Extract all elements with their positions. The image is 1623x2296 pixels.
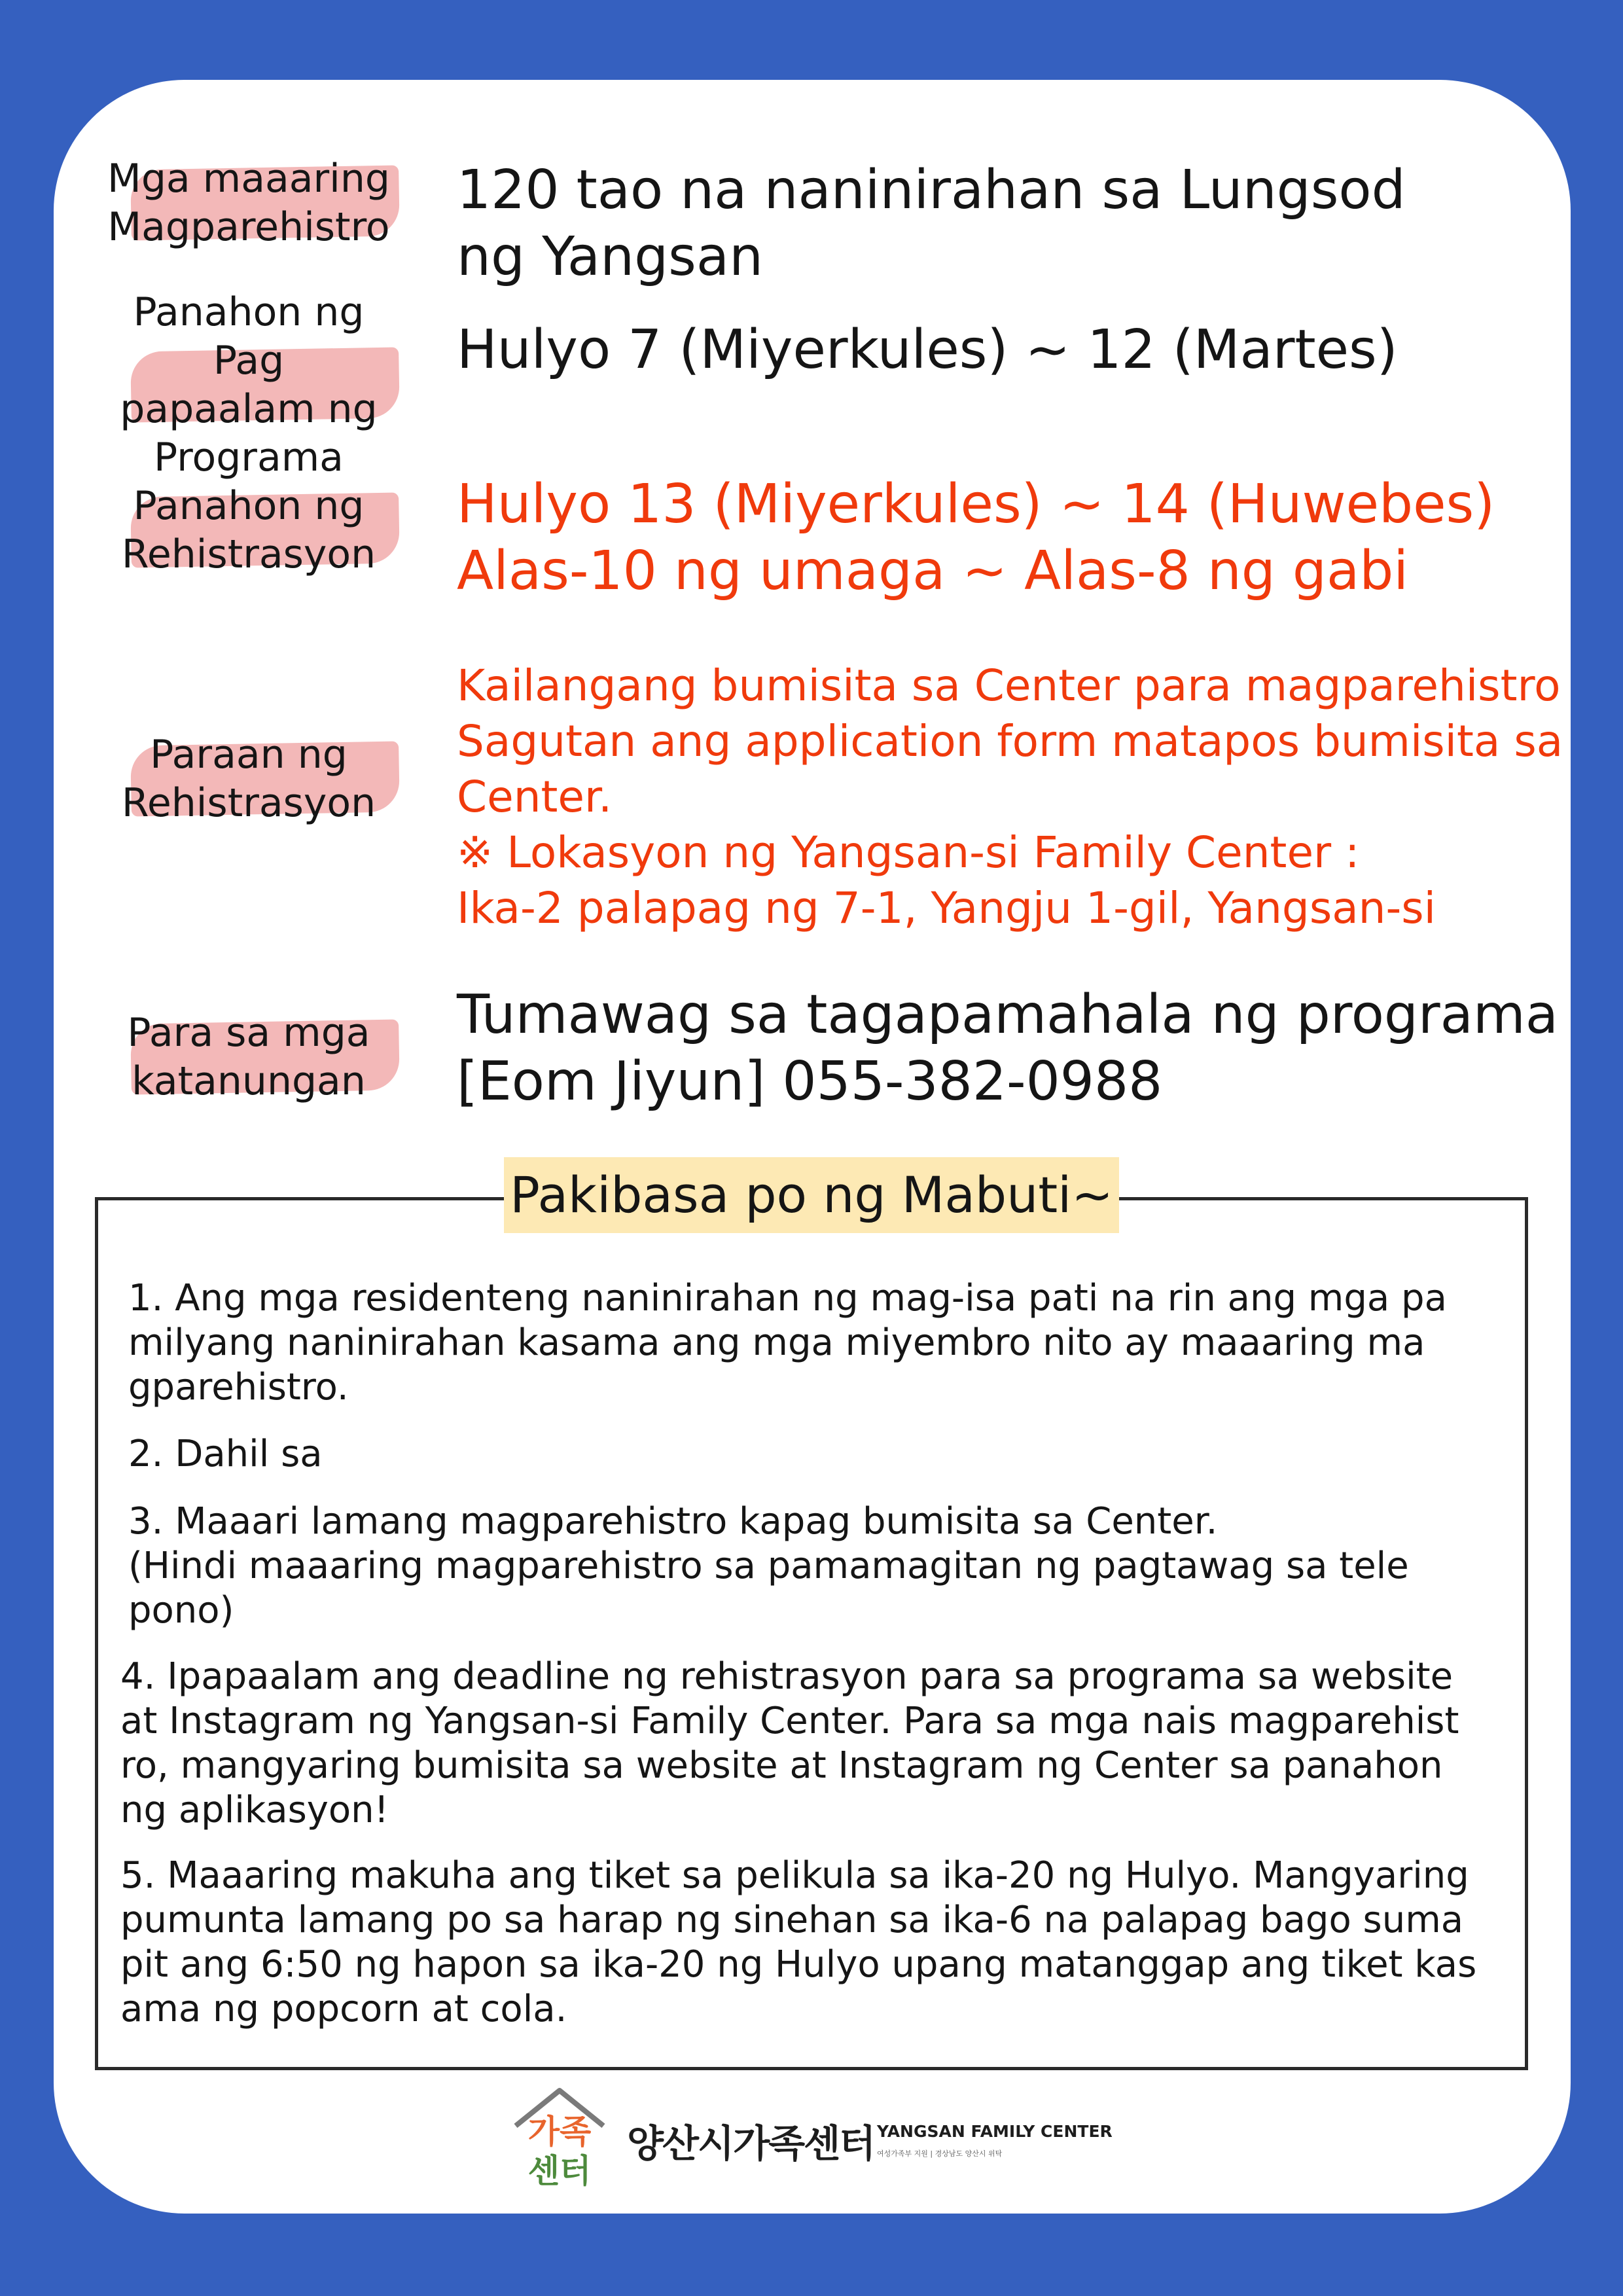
notice-item-4: 4. Ipapaalam ang deadline ng rehistrasyon para sa programa sa website at Instagram ng Yangsan-si Family Center. Para sa mga nais magparehist ro, mangyaring bumisita sa website at Instagram ng Center sa panahon ng aplikasyon! xyxy=(120,1655,1459,1831)
house-logo-icon xyxy=(510,2085,609,2190)
notice-item-2: 2. Dahil sa xyxy=(128,1433,323,1475)
footer-logo xyxy=(510,2085,1139,2190)
label-eligible xyxy=(98,154,399,251)
label-text: Panahon ng Pag papaalam ng Programa xyxy=(120,289,378,480)
logo-mark-bottom: 센터 xyxy=(527,2152,592,2190)
label-text: Panahon ng Rehistrasyon xyxy=(121,483,376,577)
value-registration-period: Hulyo 13 (Miyerkules) ~ 14 (Huwebes) Alas-10 ng umaga ~ Alas-8 ng gabi xyxy=(457,473,1495,602)
value-eligible: 120 tao na naninirahan sa Lungsod ng Yangsan xyxy=(457,159,1406,288)
center-subtitle: 여성가족부 지원 | 경상남도 양산시 위탁 xyxy=(877,2149,1003,2158)
label-text: Paraan ng Rehistrasyon xyxy=(121,732,376,826)
value-announcement-period: Hulyo 7 (Miyerkules) ~ 12 (Martes) xyxy=(457,319,1398,381)
label-inquiries xyxy=(98,1009,399,1105)
label-text: Para sa mga katanungan xyxy=(127,1010,370,1104)
label-registration-period xyxy=(98,482,399,579)
label-registration-method xyxy=(98,730,399,827)
logo-mark-top: 가족 xyxy=(527,2113,592,2151)
value-registration-method: Kailangang bumisita sa Center para magparehistro Sagutan ang application form matapos bumisita sa Center. ※ Lokasyon ng Yangsan-si Family Center : Ika-2 palapag ng 7-1, Yangju 1-gil, Yangsan-si xyxy=(457,660,1563,933)
notice-item-1: 1. Ang mga residenteng naninirahan ng mag-isa pati na rin ang mga pa milyang naninirahan kasama ang mga miyembro nito ay maaaring ma gparehistro. xyxy=(128,1277,1447,1408)
label-announcement-period xyxy=(98,288,399,482)
label-text: Mga maaaring Magparehistro xyxy=(107,156,390,250)
notice-item-3: 3. Maaari lamang magparehistro kapag bumisita sa Center. (Hindi maaaring magparehistro sa pamamagitan ng pagtawag sa tele pono) xyxy=(128,1500,1409,1632)
notice-item-5: 5. Maaaring makuha ang tiket sa pelikula sa ika-20 ng Hulyo. Mangyaring pumunta lamang po sa harap ng sinehan sa ika-6 na palapag bago suma pit ang 6:50 ng hapon sa ika-20 ng Hulyo upang matanggap ang tiket kas ama ng popcorn at cola. xyxy=(120,1854,1477,2030)
value-inquiries: Tumawag sa tagapamahala ng programa [Eom Jiyun] 055-382-0988 xyxy=(457,984,1559,1113)
notice-title: Pakibasa po ng Mabuti~ xyxy=(504,1157,1119,1233)
center-name-korean: 양산시가족센터 xyxy=(627,2121,875,2166)
center-name-english: YANGSAN FAMILY CENTER xyxy=(877,2122,1113,2141)
